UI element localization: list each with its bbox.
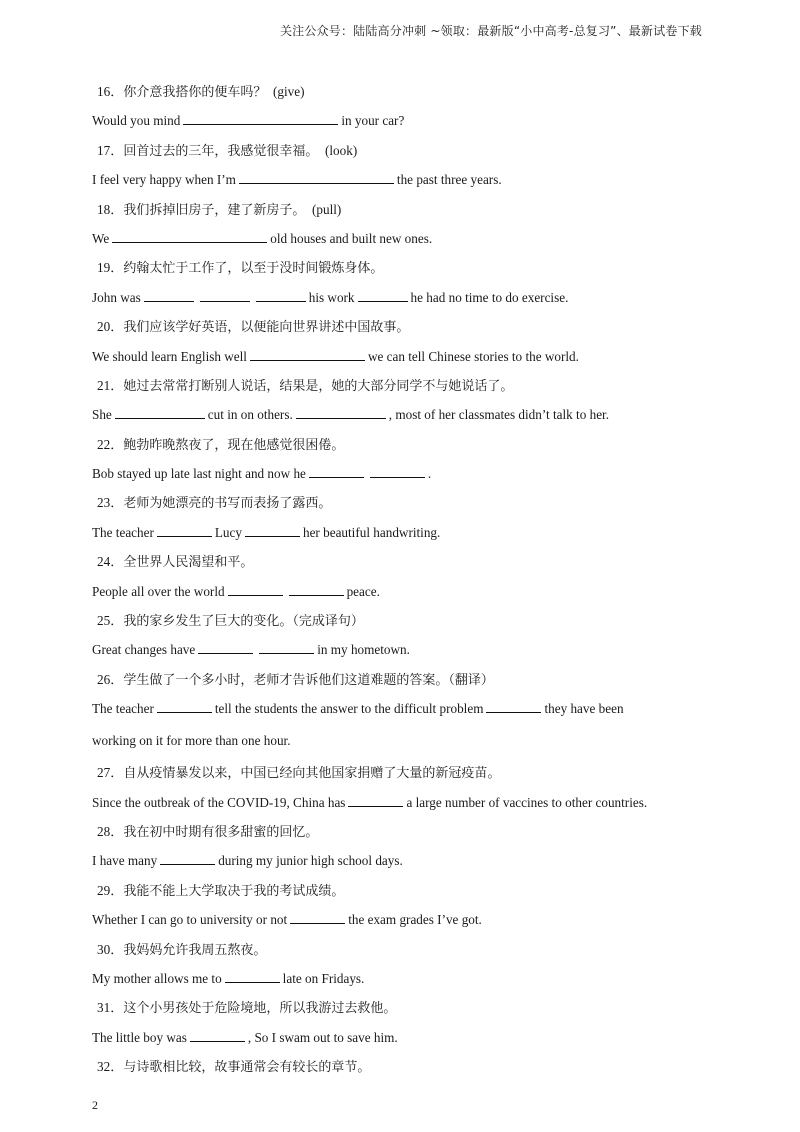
blank[interactable] [239, 169, 394, 184]
blank[interactable] [160, 850, 215, 865]
question-32: 32．与诗歌相比较，故事通常会有较长的章节。 [97, 1059, 371, 1076]
blank[interactable] [245, 522, 300, 537]
blank[interactable] [198, 639, 253, 654]
page-header: 关注公众号：陆陆高分冲刺 ~领取：最新版“小中高考-总复习”、最新试卷下载 [279, 24, 702, 38]
answer-line-19: John was his work he had no time to do exercise. [92, 283, 732, 312]
question-21: 21．她过去常常打断别人说话，结果是，她的大部分同学不与她说话了。 [97, 377, 514, 394]
answer-line-16: Would you mind in your car? [92, 106, 732, 135]
blank[interactable] [289, 581, 344, 596]
question-17: 17．回首过去的三年，我感觉很幸福。 (look) [97, 142, 358, 159]
blank[interactable] [296, 404, 386, 419]
answer-line-21: She cut in on others. , most of her classmates didn’t talk to her. [92, 400, 732, 429]
blank[interactable] [225, 968, 280, 983]
answer-line-17: I feel very happy when I’m the past three years. [92, 165, 732, 194]
question-20: 20．我们应该学好英语，以便能向世界讲述中国故事。 [97, 319, 410, 336]
question-29: 29．我能不能上大学取决于我的考试成绩。 [97, 882, 345, 899]
question-27: 27．自从疫情暴发以来，中国已经向其他国家捐赠了大量的新冠疫苗。 [97, 765, 501, 782]
blank[interactable] [190, 1027, 245, 1042]
blank[interactable] [486, 698, 541, 713]
question-24: 24．全世界人民渴望和平。 [97, 554, 254, 571]
blank[interactable] [309, 463, 364, 478]
answer-line-22: Bob stayed up late last night and now he . [92, 459, 732, 488]
blank[interactable] [112, 228, 267, 243]
question-28: 28．我在初中时期有很多甜蜜的回忆。 [97, 823, 319, 840]
answer-line-29: Whether I can go to university or not the exam grades I’ve got. [92, 905, 732, 934]
exercise-list [92, 77, 732, 1082]
blank[interactable] [144, 287, 194, 302]
answer-line-20: We should learn English well we can tell Chinese stories to the world. [92, 342, 732, 371]
blank[interactable] [183, 110, 338, 125]
question-26: 26．学生做了一个多小时，老师才告诉他们这道难题的答案。（翻译） [97, 671, 494, 688]
blank[interactable] [259, 639, 314, 654]
answer-line-30: My mother allows me to late on Fridays. [92, 964, 732, 993]
question-23: 23．老师为她漂亮的书写而表扬了露西。 [97, 495, 332, 512]
page-number: 2 [92, 1098, 98, 1112]
answer-line-26: The teacher tell the students the answer to the difficult problem they have been [92, 694, 732, 726]
question-19: 19．约翰太忙于工作了，以至于没时间锻炼身体。 [97, 260, 384, 277]
answer-line-23: The teacher Lucy her beautiful handwriting. [92, 518, 732, 547]
answer-line-18: We old houses and built new ones. [92, 224, 732, 253]
blank[interactable] [115, 404, 205, 419]
question-25: 25．我的家乡发生了巨大的变化。（完成译句） [97, 613, 364, 630]
blank[interactable] [157, 522, 212, 537]
blank[interactable] [256, 287, 306, 302]
blank[interactable] [157, 698, 212, 713]
answer-line-24: People all over the world peace. [92, 577, 732, 606]
blank[interactable] [290, 909, 345, 924]
question-30: 30．我妈妈允许我周五熬夜。 [97, 941, 267, 958]
blank[interactable] [250, 346, 365, 361]
answer-line-31: The little boy was , So I swam out to save him. [92, 1023, 732, 1052]
blank[interactable] [200, 287, 250, 302]
blank[interactable] [348, 792, 403, 807]
answer-line-26-cont: working on it for more than one hour. [92, 733, 291, 749]
question-18: 18．我们拆掉旧房子，建了新房子。 (pull) [97, 201, 342, 218]
blank[interactable] [370, 463, 425, 478]
blank[interactable] [358, 287, 408, 302]
answer-line-25: Great changes have in my hometown. [92, 635, 732, 664]
answer-line-28: I have many during my junior high school days. [92, 846, 732, 875]
question-16: 16．你介意我搭你的便车吗？ (give) [97, 84, 305, 100]
blank[interactable] [228, 581, 283, 596]
question-31: 31．这个小男孩处于危险境地，所以我游过去救他。 [97, 1000, 397, 1017]
answer-line-27: Since the outbreak of the COVID-19, China has a large number of vaccines to other countries. [92, 788, 732, 817]
question-22: 22．鲍勃昨晚熬夜了，现在他感觉很困倦。 [97, 436, 345, 453]
